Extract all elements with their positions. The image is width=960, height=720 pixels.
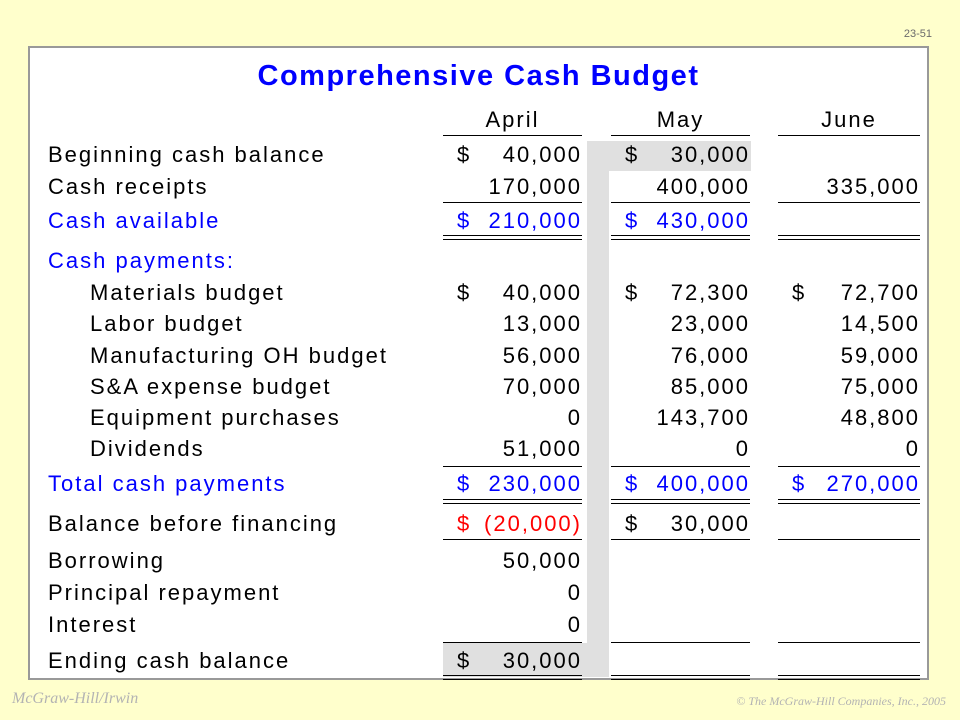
row-label: Borrowing xyxy=(48,548,166,573)
amount-cell xyxy=(625,174,750,200)
dollar-sign: $ xyxy=(792,471,807,496)
amount-cell xyxy=(625,405,750,431)
dollar-sign: $ xyxy=(625,142,640,167)
amount-cell xyxy=(792,436,920,462)
column-separator-shade xyxy=(587,141,609,677)
amount-value: 230,000 xyxy=(488,471,582,496)
subtotal-rule xyxy=(611,539,750,540)
row-label: Materials budget xyxy=(90,280,285,305)
dollar-sign: $ xyxy=(792,280,807,305)
double-rule xyxy=(443,679,582,680)
amount-value: 72,300 xyxy=(670,280,750,305)
double-rule xyxy=(778,679,920,680)
amount-value: 40,000 xyxy=(502,280,582,305)
dollar-sign: $ xyxy=(457,208,472,233)
copyright-footer: © The McGraw-Hill Companies, Inc., 2005 xyxy=(736,694,946,708)
amount-value: 51,000 xyxy=(502,436,582,461)
row-label: Total cash payments xyxy=(48,471,287,496)
row-label: S&A expense budget xyxy=(90,374,332,399)
amount-cell xyxy=(457,612,582,638)
row-label: Equipment purchases xyxy=(90,405,341,430)
amount-cell xyxy=(792,405,920,431)
amount-cell xyxy=(457,648,582,674)
column-header-may: May xyxy=(656,107,705,132)
amount-value: 56,000 xyxy=(502,343,582,368)
row-label: Cash receipts xyxy=(48,174,209,199)
double-rule xyxy=(778,239,920,240)
amount-cell xyxy=(457,511,582,537)
amount-value: 85,000 xyxy=(670,374,750,399)
double-rule xyxy=(611,503,750,504)
dollar-sign: $ xyxy=(457,511,472,536)
amount-value: 270,000 xyxy=(826,471,920,496)
subtotal-rule xyxy=(778,642,920,643)
dollar-sign: $ xyxy=(625,511,640,536)
row-label: Cash available xyxy=(48,208,221,233)
amount-value: 13,000 xyxy=(502,311,582,336)
amount-cell xyxy=(457,280,582,306)
amount-value: 400,000 xyxy=(656,174,750,199)
subtotal-rule xyxy=(611,642,750,643)
amount-cell xyxy=(457,311,582,337)
dollar-sign: $ xyxy=(457,142,472,167)
row-label: Labor budget xyxy=(90,311,244,336)
amount-cell xyxy=(792,343,920,369)
amount-value: 14,500 xyxy=(840,311,920,336)
header-underline xyxy=(443,135,582,136)
subtotal-rule xyxy=(778,539,920,540)
subtotal-rule xyxy=(443,539,582,540)
row-label: Balance before financing xyxy=(48,511,339,536)
amount-cell xyxy=(625,208,750,234)
subtotal-rule xyxy=(443,642,582,643)
amount-cell xyxy=(457,580,582,606)
amount-cell xyxy=(792,174,920,200)
row-label: Manufacturing OH budget xyxy=(90,343,388,368)
subtotal-rule xyxy=(443,202,582,203)
amount-value: 0 xyxy=(567,612,582,637)
amount-cell xyxy=(457,436,582,462)
amount-cell xyxy=(457,548,582,574)
dollar-sign: $ xyxy=(625,208,640,233)
amount-cell xyxy=(625,436,750,462)
double-rule xyxy=(443,675,582,676)
amount-value: 72,700 xyxy=(840,280,920,305)
dollar-sign: $ xyxy=(625,471,640,496)
header-underline xyxy=(611,135,750,136)
amount-value: 70,000 xyxy=(502,374,582,399)
amount-cell xyxy=(792,311,920,337)
double-rule xyxy=(611,235,750,236)
amount-value: 23,000 xyxy=(670,311,750,336)
amount-cell xyxy=(625,374,750,400)
amount-value: 0 xyxy=(567,580,582,605)
amount-value: 170,000 xyxy=(488,174,582,199)
amount-value: 30,000 xyxy=(670,142,750,167)
dollar-sign: $ xyxy=(625,280,640,305)
amount-value: 40,000 xyxy=(502,142,582,167)
amount-cell xyxy=(625,471,750,497)
double-rule xyxy=(778,503,920,504)
amount-value: 210,000 xyxy=(488,208,582,233)
header-underline xyxy=(778,135,920,136)
amount-value: 75,000 xyxy=(840,374,920,399)
double-rule xyxy=(778,499,920,500)
amount-cell xyxy=(625,511,750,537)
amount-cell xyxy=(625,343,750,369)
cash-budget-panel xyxy=(28,46,929,680)
amount-value: 430,000 xyxy=(656,208,750,233)
double-rule xyxy=(611,239,750,240)
double-rule xyxy=(778,675,920,676)
amount-cell xyxy=(457,374,582,400)
amount-value: 30,000 xyxy=(670,511,750,536)
row-label: Beginning cash balance xyxy=(48,142,326,167)
amount-value: (20,000) xyxy=(484,511,582,536)
double-rule xyxy=(611,675,750,676)
page-title: Comprehensive Cash Budget xyxy=(257,60,700,92)
amount-value: 30,000 xyxy=(502,648,582,673)
subtotal-rule xyxy=(611,202,750,203)
subtotal-rule xyxy=(778,202,920,203)
publisher-footer: McGraw-Hill/Irwin xyxy=(12,690,139,707)
amount-cell xyxy=(625,280,750,306)
subtotal-rule xyxy=(778,466,920,467)
amount-value: 76,000 xyxy=(670,343,750,368)
double-rule xyxy=(778,235,920,236)
amount-cell xyxy=(457,471,582,497)
double-rule xyxy=(611,679,750,680)
double-rule xyxy=(443,503,582,504)
amount-cell xyxy=(792,374,920,400)
amount-cell xyxy=(792,471,920,497)
double-rule xyxy=(443,235,582,236)
double-rule xyxy=(443,499,582,500)
row-label: Dividends xyxy=(90,436,205,461)
amount-cell xyxy=(625,311,750,337)
amount-cell xyxy=(457,174,582,200)
row-label: Ending cash balance xyxy=(48,648,291,673)
amount-value: 335,000 xyxy=(826,174,920,199)
row-label: Interest xyxy=(48,612,138,637)
amount-value: 59,000 xyxy=(840,343,920,368)
amount-value: 50,000 xyxy=(502,548,582,573)
dollar-sign: $ xyxy=(457,471,472,496)
amount-value: 0 xyxy=(567,405,582,430)
dollar-sign: $ xyxy=(457,280,472,305)
amount-value: 0 xyxy=(905,436,920,461)
amount-cell xyxy=(792,280,920,306)
subtotal-rule xyxy=(611,466,750,467)
amount-value: 48,800 xyxy=(840,405,920,430)
amount-cell xyxy=(625,142,750,168)
slide-number: 23-51 xyxy=(903,28,932,40)
row-label: Cash payments: xyxy=(48,248,235,273)
double-rule xyxy=(443,239,582,240)
amount-value: 0 xyxy=(735,436,750,461)
amount-cell xyxy=(457,405,582,431)
amount-cell xyxy=(457,142,582,168)
dollar-sign: $ xyxy=(457,648,472,673)
double-rule xyxy=(611,499,750,500)
column-header-april: April xyxy=(485,107,540,132)
amount-value: 400,000 xyxy=(656,471,750,496)
amount-cell xyxy=(457,343,582,369)
column-header-june: June xyxy=(821,107,877,132)
row-label: Principal repayment xyxy=(48,580,281,605)
subtotal-rule xyxy=(443,466,582,467)
amount-cell xyxy=(457,208,582,234)
amount-value: 143,700 xyxy=(656,405,750,430)
